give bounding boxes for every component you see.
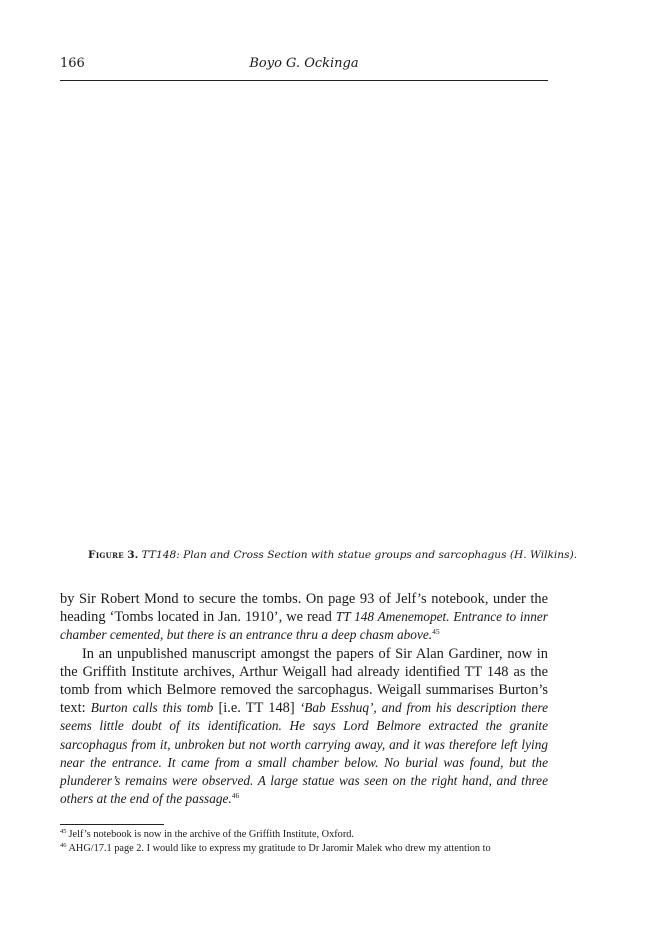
page-number: 166 [60,56,85,71]
header-rule [60,80,548,81]
footnotes [60,828,548,855]
footnote-46 [60,842,548,856]
page-header [60,52,548,76]
footnote-ref-45[interactable]: 45 [432,627,440,637]
paragraph-1-quote: TT 148 Amenemopet. Entrance to inner chamber cemented, but there is an entrance thru a deep chasm above. [60,609,548,643]
paragraph-2-quote-a: Burton calls this tomb [90,700,214,716]
footnote-ref-46[interactable]: 46 [231,791,240,801]
paragraph-2-quote-b: ‘Bab Esshuq’, and from his description there seems little doubt of its identification. He says Lord Belmore extracted the granite sarcophagus from it, unbroken but not worth carrying away, and it was therefore left lying near the entrance. It came from a small chamber below. No burial was found, but the plunderer’s remains were observed. A large statue was seen on the right hand, and three others at the end of the passage. [60,700,549,807]
paragraph-2-text-b: [i.e. TT 148] [213,700,300,717]
figure-image-area [60,92,548,532]
figure-caption [88,548,578,562]
running-head: Boyo G. Ockinga [249,56,359,71]
figure-caption-text: TT148: Plan and Cross Section with statue groups and sarcophagus (H. Wilkins). [141,549,578,561]
footnote-rule [60,824,164,825]
paragraph-2 [60,645,548,809]
footnote-number: 46 [60,841,67,849]
figure-number: 3. [127,549,139,561]
body-text [60,590,548,808]
footnote-text: Jelf’s notebook is now in the archive of the Griffith Institute, Oxford. [68,829,354,840]
paragraph-2-text-a: In an unpublished manuscript amongst the papers of Sir Alan Gardiner, now in the Griffith Institute archives, Arthur Weigall had already identified TT 148 as the tomb from which Belmore removed the sarcophagus. Weigall summarises Burton’s text: [60,645,548,717]
footnote-text: AHG/17.1 page 2. I would like to express my gratitude to Dr Jaromir Malek who drew my attention to [68,842,491,854]
footnote-45 [60,828,548,842]
footnote-number: 45 [60,828,67,835]
paragraph-1-text: by Sir Robert Mond to secure the tombs. On page 93 of Jelf’s notebook, under the heading ‘Tombs located in Jan. 1910’, we read [60,591,548,626]
figure-label: Figure [88,549,124,561]
paragraph-1 [60,590,548,645]
